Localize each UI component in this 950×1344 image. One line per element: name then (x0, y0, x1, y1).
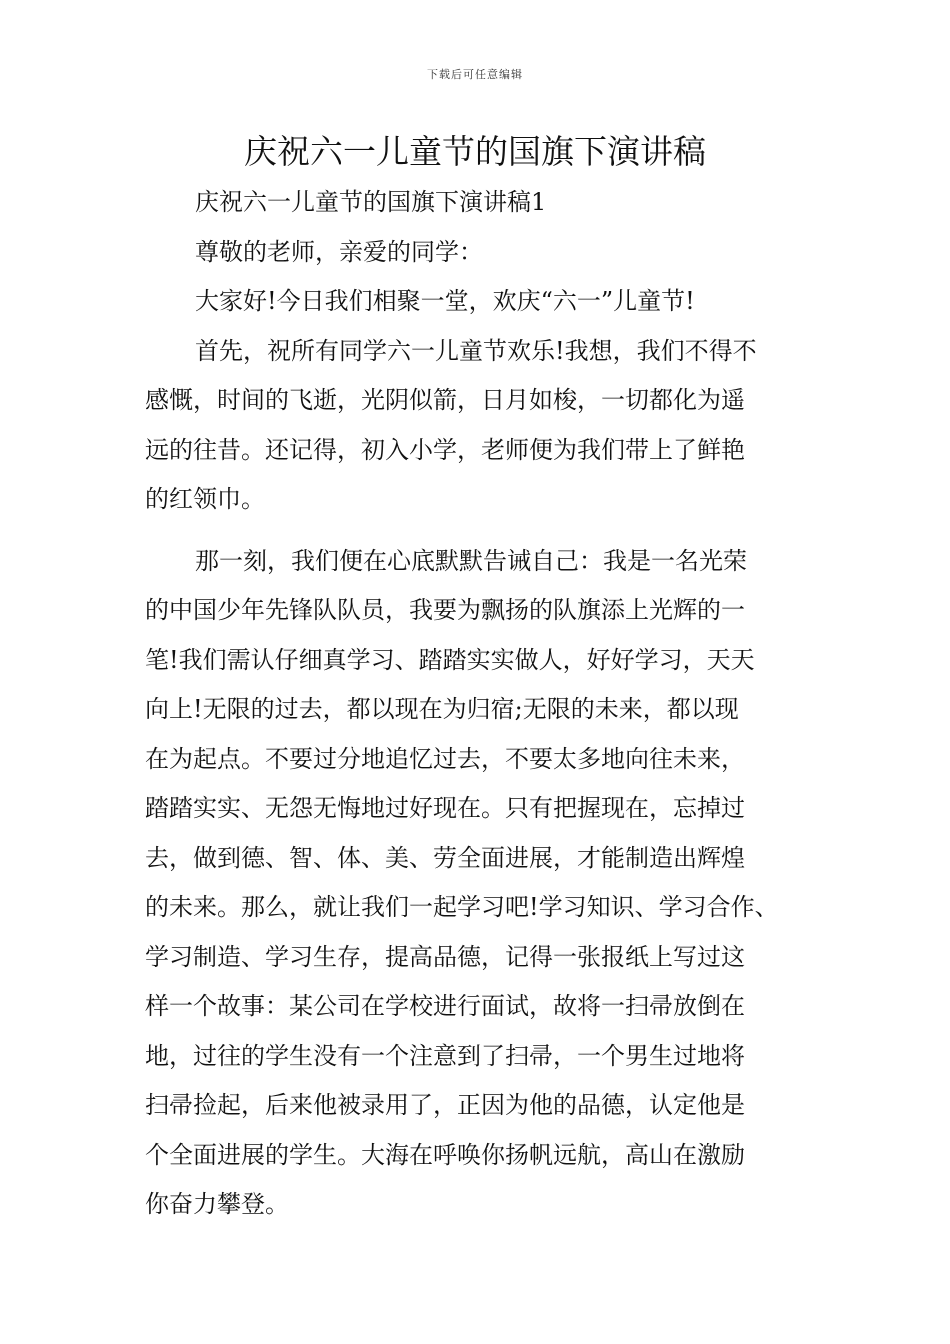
paragraph-line: 那一刻，我们便在心底默默告诫自己：我是一名光荣 (195, 546, 747, 575)
paragraph-line: 的中国少年先锋队队员，我要为飘扬的队旗添上光辉的一 (145, 596, 745, 624)
paragraph-gap (145, 525, 825, 537)
paragraph-line: 首先，祝所有同学六一儿童节欢乐!我想，我们不得不 (195, 336, 757, 365)
paragraph-line: 感慨，时间的飞逝，光阴似箭，日月如梭，一切都化为遥 (145, 386, 745, 414)
paragraph-line: 地，过往的学生没有一个注意到了扫帚，一个男生过地将 (145, 1041, 745, 1070)
opening-line: 大家好!今日我们相聚一堂，欢庆“六一”儿童节! (195, 287, 695, 315)
paragraph-1 (145, 327, 825, 525)
paragraph-line: 向上!无限的过去，都以现在为归宿;无限的未来，都以现 (145, 695, 739, 723)
paragraph-line: 踏踏实实、无怨无悔地过好现在。只有把握现在，忘掉过 (145, 794, 745, 822)
header-note: 下载后可任意编辑 (427, 68, 523, 81)
paragraph-line: 的未来。那么，就让我们一起学习吧!学习知识、学习合作、 (145, 893, 779, 921)
paragraph-line: 扫帚捡起，后来他被录用了，正因为他的品德，认定他是 (145, 1091, 745, 1119)
document-subtitle: 庆祝六一儿童节的国旗下演讲稿1 (195, 188, 547, 216)
paragraph-line: 你奋力攀登。 (145, 1190, 289, 1218)
paragraph-line: 个全面进展的学生。大海在呼唤你扬帆远航，高山在激励 (145, 1140, 745, 1169)
paragraph-line: 去，做到德、智、体、美、劳全面进展，才能制造出辉煌 (145, 843, 745, 872)
document-body (145, 178, 825, 1230)
paragraph-line: 远的往昔。还记得，初入小学，老师便为我们带上了鲜艳 (145, 435, 745, 464)
paragraph-2 (145, 537, 825, 1230)
paragraph-line: 的红领巾。 (145, 485, 265, 513)
paragraph-line: 在为起点。不要过分地追忆过去，不要太多地向往未来， (145, 744, 745, 773)
paragraph-line: 学习制造、学习生存，提高品德，记得一张报纸上写过这 (145, 942, 745, 971)
paragraph-line: 笔!我们需认仔细真学习、踏踏实实做人，好好学习，天天 (145, 645, 755, 674)
paragraph-line: 样一个故事：某公司在学校进行面试，故将一扫帚放倒在 (145, 992, 745, 1020)
greeting-line: 尊敬的老师，亲爱的同学： (195, 237, 483, 266)
document-title: 庆祝六一儿童节的国旗下演讲稿 (244, 132, 706, 171)
